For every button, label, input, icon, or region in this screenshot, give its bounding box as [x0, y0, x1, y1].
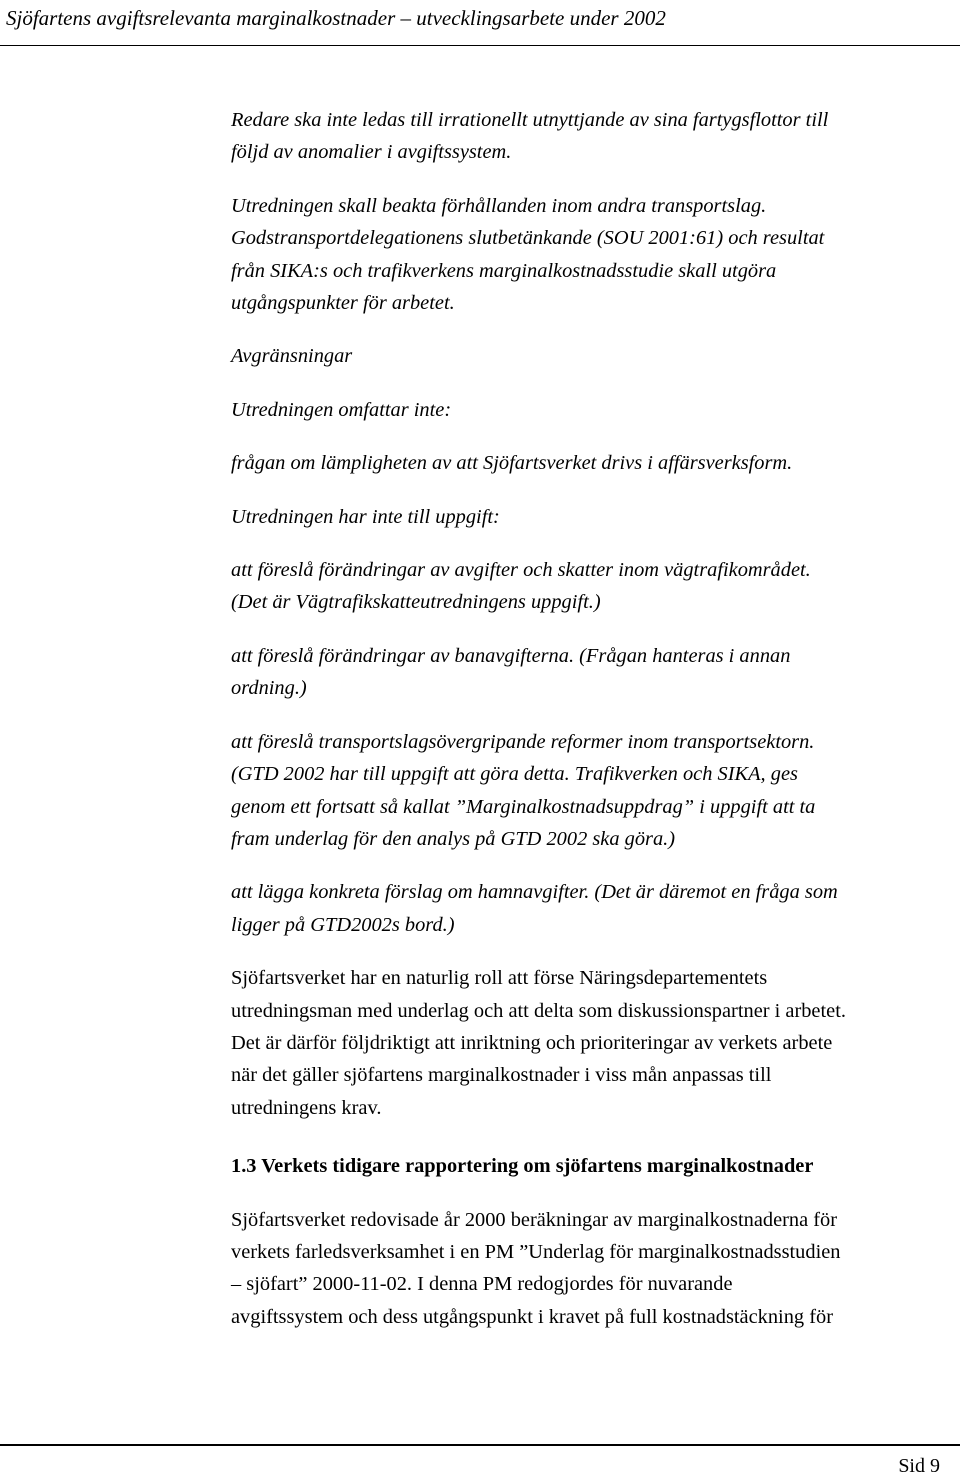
text-line: avgiftssystem och dess utgångspunkt i kravet på full kostnadstäckning för [231, 1305, 833, 1328]
section-heading: 1.3 Verkets tidigare rapportering om sjöfartens marginalkostnader [231, 1155, 814, 1178]
text-line: Godstransportdelegationens slutbetänkande (SOU 2001:61) och resultat [231, 227, 825, 250]
text-line: att föreslå förändringar av banavgifterna. (Frågan hanteras i annan [231, 644, 791, 667]
text-line: utgångspunkter för arbetet. [231, 292, 455, 315]
text-line: utredningsman med underlag och att delta som diskussionspartner i arbetet. [231, 999, 846, 1022]
text-line: (Det är Vägtrafikskatteutredningens uppgift.) [231, 591, 601, 614]
paragraph: Utredningen har inte till uppgift: [231, 505, 500, 528]
text-line: Det är därför följdriktigt att inriktning och prioriteringar av verkets arbete [231, 1031, 833, 1054]
text-line: att lägga konkreta förslag om hamnavgifter. (Det är däremot en fråga som [231, 881, 838, 904]
text-line: utredningens krav. [231, 1096, 382, 1119]
subheading-avgransningar: Avgränsningar [231, 345, 353, 368]
paragraph [231, 554, 956, 619]
text-line: ligger på GTD2002s bord.) [231, 913, 455, 936]
text-line: Redare ska inte ledas till irrationellt utnyttjande av sina fartygsflottor till [231, 109, 829, 131]
text-line: att föreslå förändringar av avgifter och skatter inom vägtrafikområdet. [231, 559, 811, 582]
paragraph [231, 726, 956, 856]
text-line: fram underlag för den analys på GTD 2002 ska göra.) [231, 827, 676, 850]
paragraph [231, 104, 956, 169]
page-number: Sid 9 [898, 1455, 940, 1477]
text-line: verkets farledsverksamhet i en PM ”Underlag för marginalkostnadsstudien [231, 1240, 841, 1263]
running-header: Sjöfartens avgiftsrelevanta marginalkostnader – utvecklingsarbete under 2002 [6, 6, 666, 30]
text-line: från SIKA:s och trafikverkens marginalkostnadsstudie skall utgöra [231, 259, 777, 282]
text-line: Sjöfartsverket redovisade år 2000 beräkningar av marginalkostnaderna för [231, 1208, 838, 1231]
header-divider [0, 45, 960, 46]
text-line: när det gäller sjöfartens marginalkostnader i viss mån anpassas till [231, 1064, 772, 1087]
paragraph [231, 1204, 956, 1334]
paragraph [231, 876, 956, 941]
paragraph [231, 962, 956, 1124]
text-line: Sjöfartsverket har en naturlig roll att förse Näringsdepartementets [231, 967, 768, 990]
text-line: genom ett fortsatt så kallat ”Marginalkostnadsuppdrag” i uppgift att ta [231, 795, 816, 818]
text-line: – sjöfart” 2000-11-02. I denna PM redogjordes för nuvarande [231, 1273, 733, 1296]
footer-divider [0, 1444, 960, 1446]
document-body [231, 104, 956, 1333]
text-line: Utredningen skall beakta förhållanden inom andra transportslag. [231, 194, 767, 217]
text-line: att föreslå transportslagsövergripande reformer inom transportsektorn. [231, 730, 815, 753]
paragraph [231, 190, 956, 320]
text-line: (GTD 2002 har till uppgift att göra detta. Trafikverken och SIKA, ges [231, 763, 798, 786]
paragraph [231, 640, 956, 705]
paragraph: frågan om lämpligheten av att Sjöfartsverket drivs i affärsverksform. [231, 452, 793, 475]
paragraph: Utredningen omfattar inte: [231, 398, 452, 421]
text-line: ordning.) [231, 677, 307, 700]
text-line: följd av anomalier i avgiftssystem. [231, 141, 512, 164]
